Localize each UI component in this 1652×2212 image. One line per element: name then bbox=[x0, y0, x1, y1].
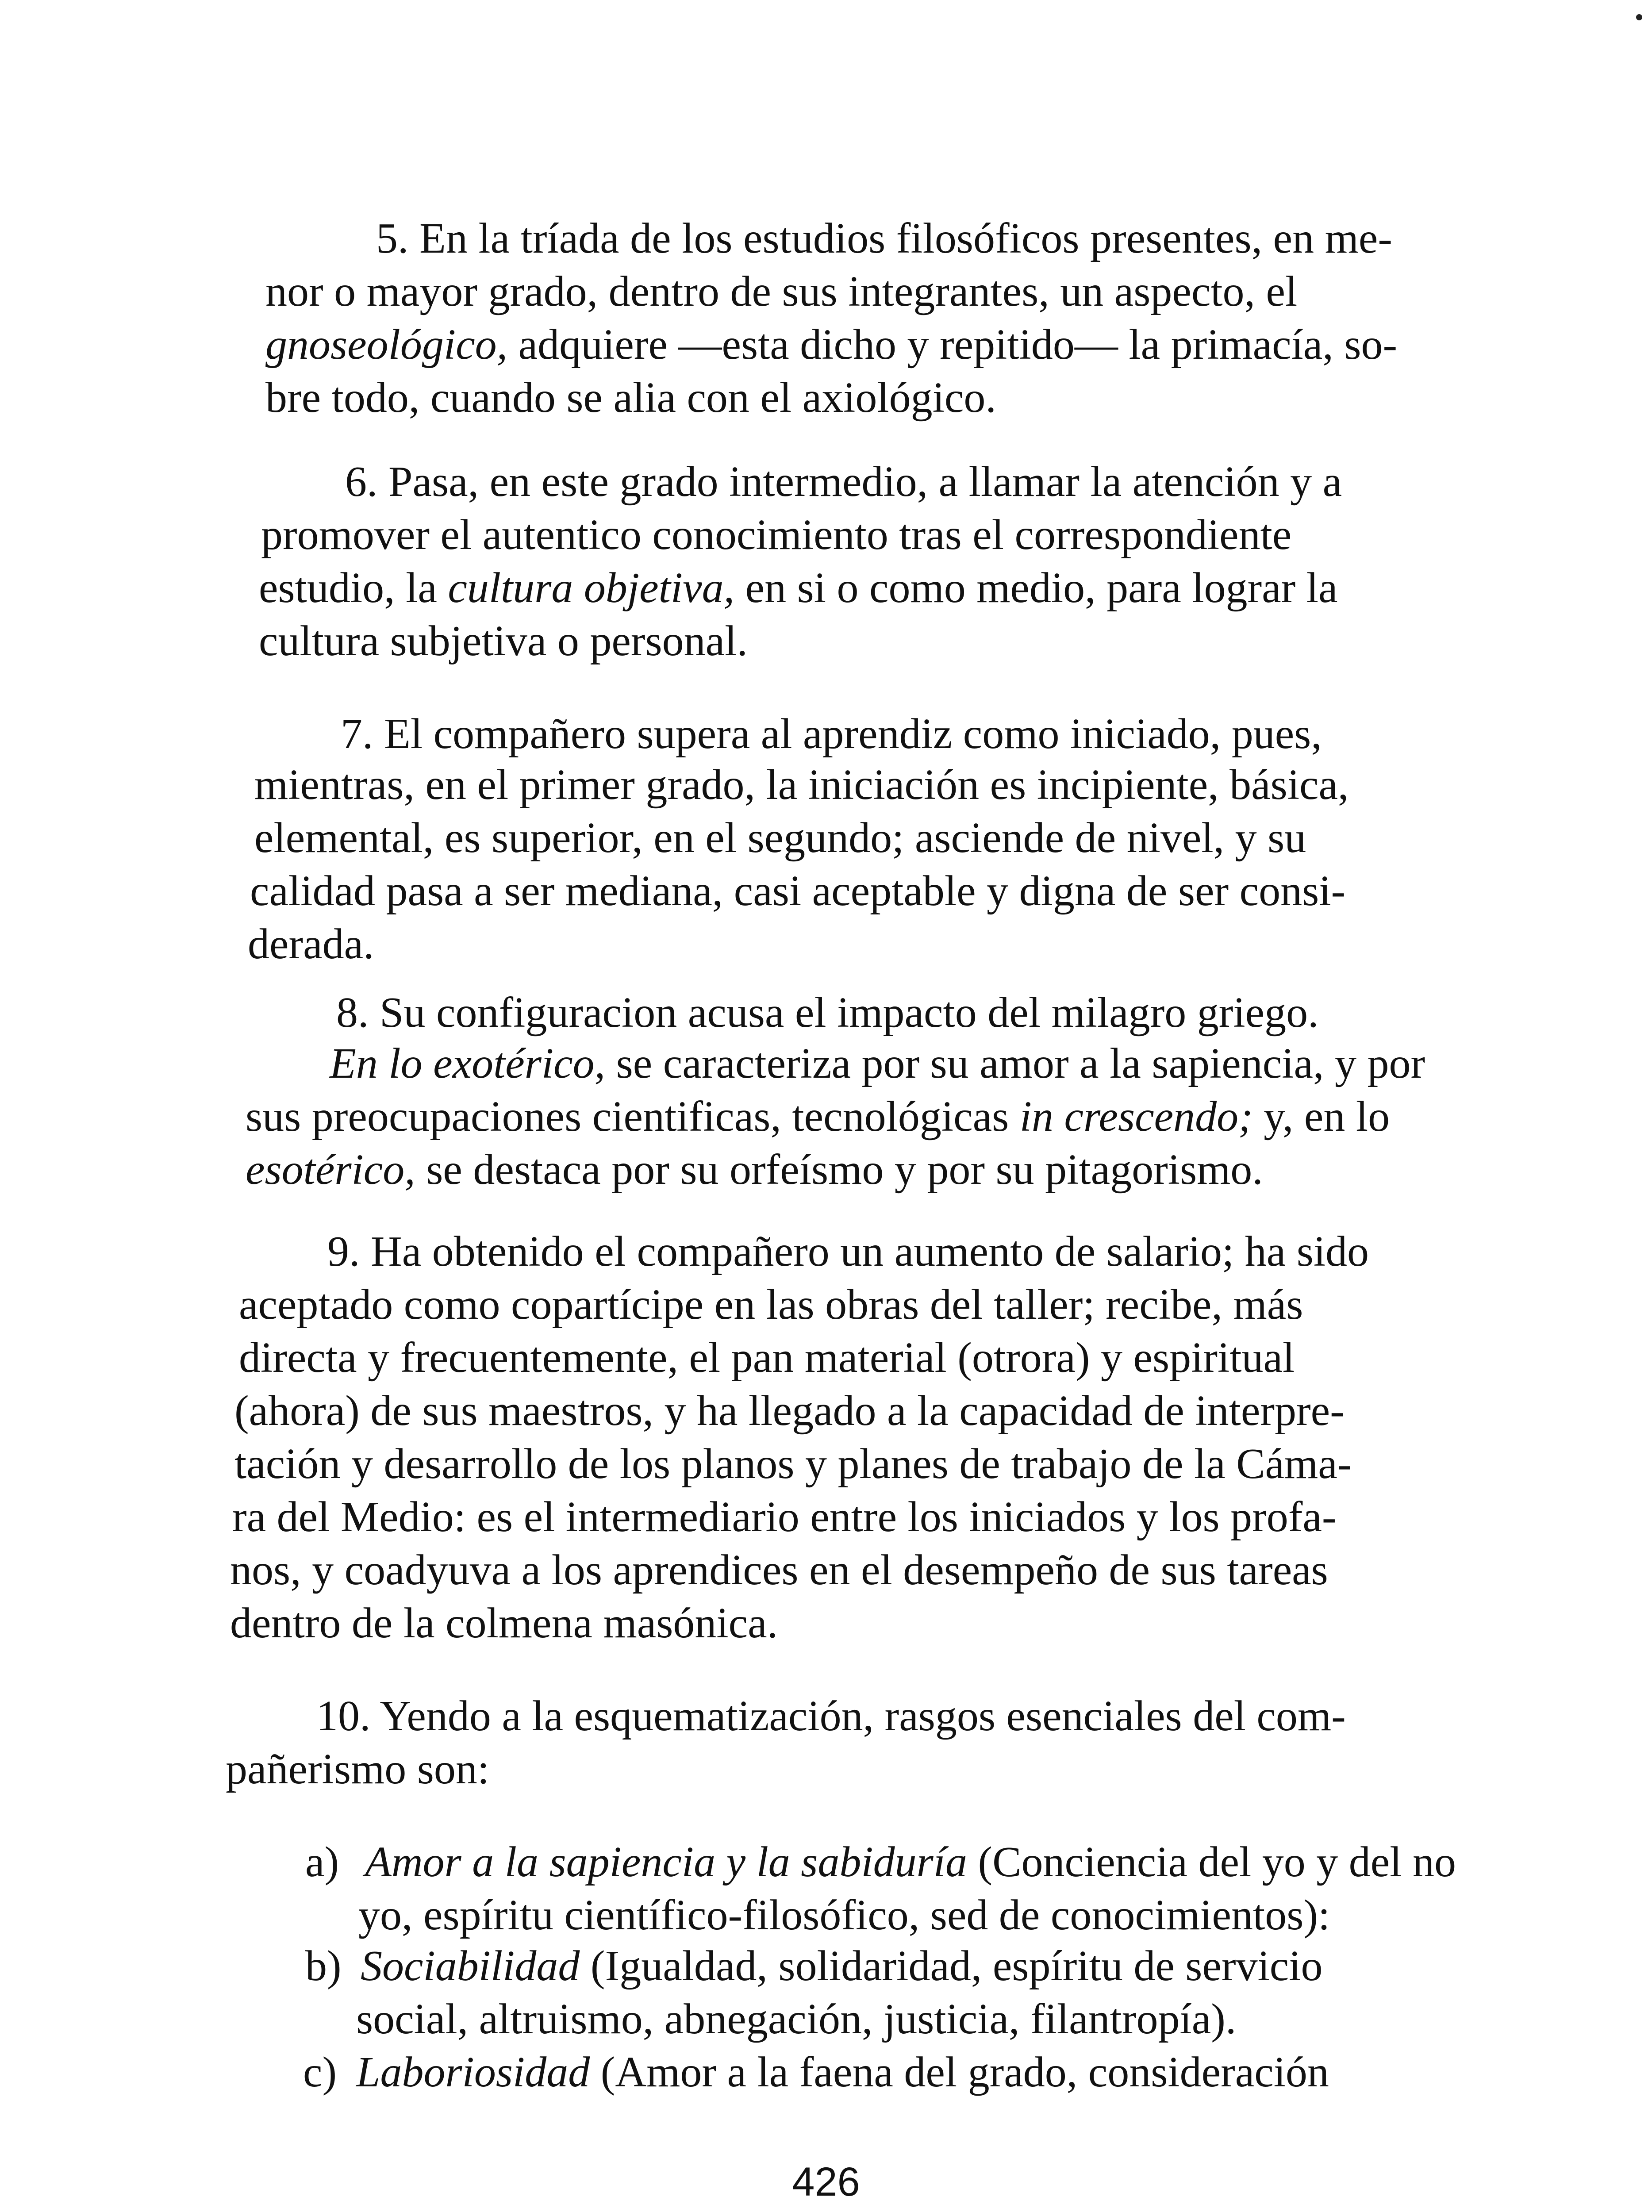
text-line: pañerismo son: bbox=[226, 1745, 490, 1793]
page-number: 426 bbox=[792, 2159, 860, 2204]
text-span: se destaca por su orfeísmo y por su pitagorismo. bbox=[415, 1146, 1263, 1194]
italic-term: Amor a la sapiencia y la sabiduría bbox=[365, 1838, 968, 1886]
text-span: sus preocupaciones cientificas, tecnológicas bbox=[246, 1093, 1020, 1141]
italic-term: in crescendo; bbox=[1019, 1093, 1253, 1141]
italic-term: Laboriosidad bbox=[356, 2048, 590, 2096]
text-line: nos, y coadyuva a los aprendices en el desempeño de sus tareas bbox=[230, 1546, 1328, 1594]
text-span: en si o como medio, para lograr la bbox=[734, 564, 1338, 612]
text-line: calidad pasa a ser mediana, casi aceptable y digna de ser consi- bbox=[250, 867, 1346, 915]
italic-term: En lo exotérico, bbox=[330, 1040, 606, 1087]
text-span: se caracteriza por su amor a la sapiencia, y por bbox=[605, 1040, 1425, 1087]
list-item bbox=[361, 1944, 1323, 1988]
list-item-continuation: social, altruismo, abnegación, justicia, filantropía). bbox=[356, 1995, 1237, 2043]
italic-term: gnoseológico, bbox=[265, 321, 508, 369]
text-span: estudio, la bbox=[259, 564, 448, 612]
text-line: 5. En la tríada de los estudios filosóficos presentes, en me- bbox=[376, 215, 1392, 262]
list-label: b) bbox=[305, 1942, 342, 1990]
text-span: adquiere —esta dicho y repitido— la primacía, so- bbox=[507, 321, 1398, 369]
list-item-continuation: yo, espíritu científico-filosófico, sed de conocimientos): bbox=[358, 1891, 1330, 1939]
text-line: 7. El compañero supera al aprendiz como iniciado, pues, bbox=[341, 710, 1322, 758]
text-line: promover el autentico conocimiento tras el correspondiente bbox=[261, 511, 1292, 559]
list-item bbox=[356, 2048, 1329, 2096]
text-line: 10. Yendo a la esquematización, rasgos esenciales del com- bbox=[316, 1692, 1346, 1740]
text-line: derada. bbox=[248, 920, 374, 968]
text-line: ra del Medio: es el intermediario entre los iniciados y los profa- bbox=[232, 1493, 1337, 1541]
text-line: 9. Ha obtenido el compañero un aumento de salario; ha sido bbox=[327, 1228, 1369, 1275]
text-line: 8. Su configuracion acusa el impacto del milagro griego. bbox=[336, 989, 1319, 1037]
list-label: a) bbox=[305, 1838, 339, 1886]
text-line: nor o mayor grado, dentro de sus integrantes, un aspecto, el bbox=[265, 268, 1298, 315]
text-line: tación y desarrollo de los planos y planes de trabajo de la Cáma- bbox=[234, 1440, 1352, 1488]
text-line: cultura subjetiva o personal. bbox=[259, 617, 748, 665]
text-span: y, en lo bbox=[1252, 1093, 1390, 1141]
text-line: 6. Pasa, en este grado intermedio, a llamar la atención y a bbox=[345, 458, 1342, 506]
text-line: aceptado como copartícipe en las obras del taller; recibe, más bbox=[239, 1281, 1303, 1329]
text-span: (Conciencia del yo y del no bbox=[967, 1838, 1456, 1886]
list-item bbox=[365, 1840, 1456, 1884]
text-span: (Igualdad, solidaridad, espíritu de servicio bbox=[580, 1942, 1323, 1990]
text-line: (ahora) de sus maestros, y ha llegado a la capacidad de interpre- bbox=[234, 1387, 1345, 1435]
italic-term: Sociabilidad bbox=[361, 1942, 580, 1990]
italic-term: cultura objetiva, bbox=[448, 564, 735, 612]
text-line: dentro de la colmena masónica. bbox=[230, 1599, 778, 1647]
text-span: (Amor a la faena del grado, consideración bbox=[590, 2048, 1329, 2096]
italic-term: esotérico, bbox=[246, 1146, 415, 1194]
text-line: mientras, en el primer grado, la iniciación es incipiente, básica, bbox=[254, 761, 1349, 809]
text-line: bre todo, cuando se alia con el axiológico. bbox=[265, 374, 996, 422]
text-line: elemental, es superior, en el segundo; asciende de nivel, y su bbox=[254, 814, 1306, 862]
list-label: c) bbox=[303, 2048, 337, 2096]
text-line: directa y frecuentemente, el pan material (otrora) y espiritual bbox=[239, 1334, 1295, 1382]
